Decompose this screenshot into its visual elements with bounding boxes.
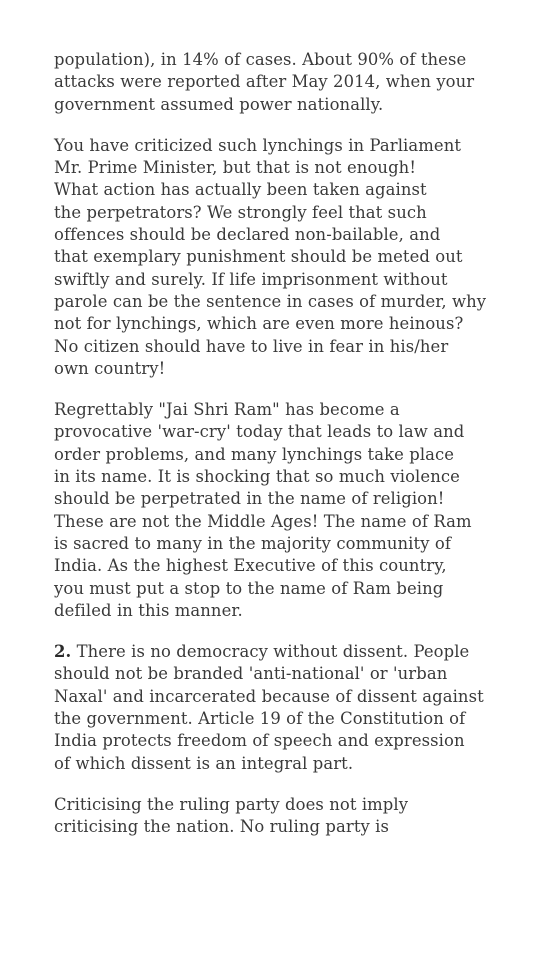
text-line: You have criticized such lynchings in Parliament [54, 135, 462, 155]
text-line: attacks were reported after May 2014, when your [54, 72, 475, 92]
text-line: These are not the Middle Ages! The name of Ram [54, 511, 472, 531]
text-line: provocative 'war-cry' today that leads to law and [54, 422, 465, 442]
text-line: parole can be the sentence in cases of murder, why [54, 291, 487, 311]
text-line: should be perpetrated in the name of religion! [54, 489, 445, 509]
text-line: is sacred to many in the majority community of [54, 533, 452, 553]
text-line: population), in 14% of cases. About 90% of these [54, 50, 467, 69]
text-line: not for lynchings, which are even more heinous? [54, 314, 464, 334]
text-line: Naxal' and incarcerated because of dissent against [54, 686, 484, 706]
text-line: Regrettably "Jai Shri Ram" has become a [54, 400, 400, 420]
text-line-content: There is no democracy without dissent. People [71, 642, 470, 662]
text-line: Mr. Prime Minister, but that is not enough! [54, 158, 417, 178]
text-line: own country! [54, 358, 166, 378]
text-line: offences should be declared non-bailable, and [54, 225, 441, 245]
document-page [54, 49, 524, 858]
text-line: of which dissent is an integral part. [54, 753, 354, 773]
text-line: No citizen should have to live in fear in his/her [54, 336, 449, 356]
text-line: defiled in this manner. [54, 600, 243, 620]
paragraph-jai-shri-ram [54, 399, 524, 622]
text-line: the government. Article 19 of the Constitution of [54, 709, 466, 729]
text-line: India. As the highest Executive of this country, [54, 556, 447, 576]
text-line: Criticising the ruling party does not imply [54, 794, 409, 814]
paragraph-lynching-statistics [54, 49, 524, 116]
paragraph-point-2-dissent [54, 641, 524, 775]
text-line: criticising the nation. No ruling party is [54, 817, 390, 837]
text-line: that exemplary punishment should be meted out [54, 247, 463, 267]
text-line: government assumed power nationally. [54, 94, 384, 114]
text-line [54, 641, 524, 663]
paragraph-criticising-ruling-party [54, 794, 524, 839]
text-line: What action has actually been taken against [54, 180, 427, 200]
text-line: in its name. It is shocking that so much violence [54, 467, 460, 487]
paragraph-action-against-perpetrators [54, 135, 524, 380]
text-line: the perpetrators? We strongly feel that such [54, 202, 427, 222]
text-line: you must put a stop to the name of Ram being [54, 578, 444, 598]
text-line: order problems, and many lynchings take place [54, 444, 455, 464]
text-line: should not be branded 'anti-national' or 'urban [54, 664, 448, 684]
text-line: swiftly and surely. If life imprisonment without [54, 269, 448, 289]
text-line: India protects freedom of speech and expression [54, 731, 465, 751]
point-number: 2. [54, 642, 72, 662]
